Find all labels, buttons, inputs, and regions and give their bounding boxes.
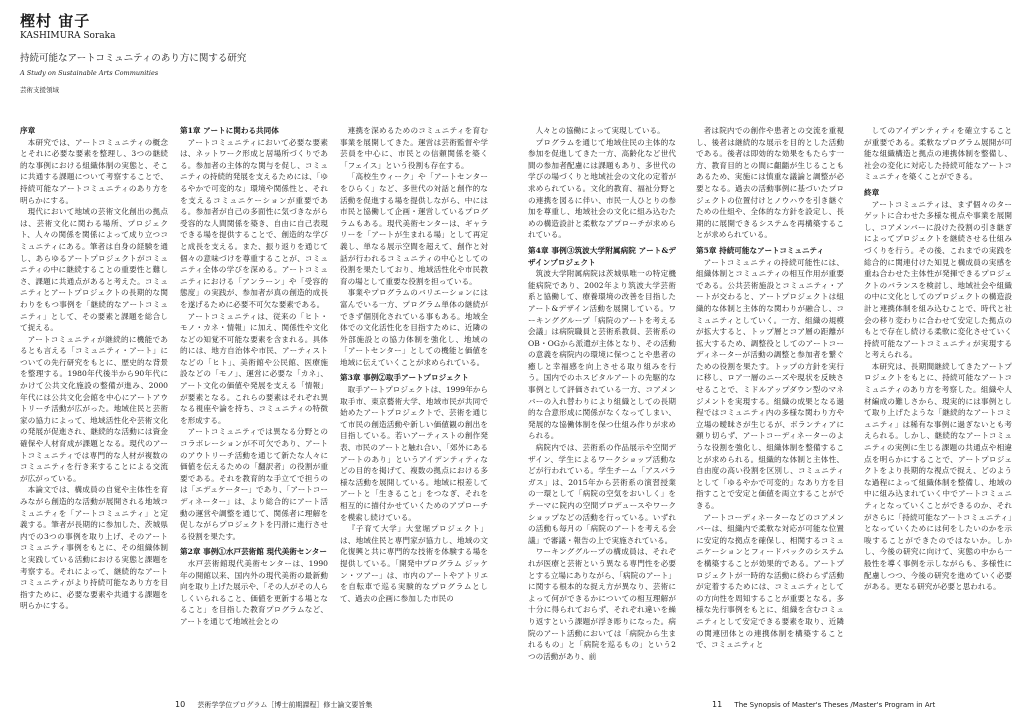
- paragraph: 連携を深めるためのコミュニティを育む事業を展開してきた。運営は芸術監督や学芸員を中心に、市民との信頼関係を築く「フェイス」という役割も存在する。: [340, 126, 488, 170]
- paragraph: 水戸芸術館現代美術センターは、1990年の開館以来、国内外の現代美術の最新動向を取り上げた展示や、「その人がその人らしくいられること、価値を更新する場となること」を目指した教育プログラムなど、アートを通じて地域社会との: [180, 558, 328, 626]
- section-heading: 第2章 事例①水戸芸術館 現代美術センター: [180, 547, 327, 557]
- text-column-4: [528, 125, 676, 685]
- paragraph: アートコミュニティでは異なる分野とのコラボレーションが不可欠であり、アートのアウトリーチ活動を通じて新たな人々に価値を伝えるための「翻訳者」の役割が重要である。それを教育的な手立てで担うのは「エデュケーター」であり、「アートコーディネーター」は、より総合的にアート活動の運営や調整を通じて、関係者に理解を促しながらプロジェクトを円滑に進行させる役割を果たす。: [180, 427, 328, 541]
- text-column-3: [340, 125, 488, 685]
- page-number-right: 11: [712, 700, 723, 709]
- paragraph: 取手アートプロジェクトは、1999年から取手市、東京藝術大学、地域市民が共同で始めたアートプロジェクトで、芸術を通じて市民の創造活動や新しい価値観の創出を目指している。若いアーティストの創作発表、市民のアートと触れ合い、「郊外にあるアートのあり」というアイデンティティなどの目的を掲げて、複数の拠点における多様な活動を展開している。地域に根差してアートと「生きること」をつなぎ、それを相互的に描付かせていくためのアプローチを模索し続けている。: [340, 385, 488, 522]
- text-column-2: [180, 125, 328, 685]
- section-heading: 第4章 事例③筑波大学附属病院 アート&デザインプロジェクト: [528, 245, 676, 267]
- section-heading: 序章: [20, 126, 36, 135]
- paragraph: してのアイデンティティを確立することが重要である。柔軟なプログラム展開が可能な組織構造と拠点の連携体制を整備し、社会の変化に対応した持続可能なアートコミュニティを築くことができる。: [864, 126, 1012, 182]
- paragraph: アートコミュニティは、まず個々のターゲットに合わせた多様な視点や事業を展開し、コアメンバーに設けた役割の引き継ぎによってプロジェクトを継続させる仕組みづくりを行う。その後、これまでの実践を総合的に関連付けた知見と構成員の実感を重ね合わせた主体性が発揮できるプロジェクトのバランスを検討し、地域社会や組織の中に文化としてのプロジェクトの構造設計と連携体制を組み込むことで、時代と社会の移り変わりに合わせて安定した拠点のもとで存在し続ける柔軟に変化させていく持続可能なアートコミュニティが実現すると考えられる。: [864, 199, 1012, 360]
- text-column-6: [864, 125, 1012, 685]
- paragraph: 事業やプログラムのバリエーションには富んでいる一方、プログラム単体の継続ができず個別化されている事もある。地域全体での文化活性化を目指すために、近隣の外部施設との協力体制を強化し、地域の「アートセンター」としての機能と価値を地域に伝えていくことが求められている。: [340, 288, 488, 367]
- paragraph: プログラムを通じて地域住民の主体的な参加を促進してきた一方、高齢化など世代間の参加者配慮には課題もあり、多世代の学びの場づくりと地域社会の文化の定着が求められている。文化的教育、福祉分野との連携を図るに伴い、市民一人ひとりの参加を尊重し、地域社会の文化に組み込むための構造設計と柔軟なアプローチが求められている。: [528, 137, 676, 240]
- paragraph: ワーキンググループの構成員は、それぞれが医療と芸術という異なる専門性を必要とする立場にありながら、「病院のアート」に関する根本的な捉え方が異なり、芸術によって何ができるかについての相互理解が十分に得られておらず、それぞれ違いを繰り返すという課題が浮き彫りになった。病院のアート活動においては「病院から生まれるもの」と「病院を巡るもの」という2つの活動があり、前: [528, 547, 676, 661]
- paragraph: 「高校生ウィーク」や「アートセンターをひらく」など、多世代の対話と創作的な活動を促進する場を提供しながら、中には市民と協働して企画・運営しているプログラムもある。現代美術センターは、ギャラリーを「アートが生まれる場」として再定義し、単なる展示空間を超えて、創作と対話が行われるコミュニティの中心としての役割を果たしており、地域活性化や市民教育の場として重要な役割を担っている。: [340, 172, 488, 286]
- text-column-1: [20, 125, 168, 685]
- footer-left: [175, 700, 372, 710]
- text-column-5: [696, 125, 844, 685]
- footer-right: [712, 700, 935, 709]
- paragraph: アートコーディネーターなどのコアメンバーは、組織内で柔軟な対応が可能な位置に安定的な拠点を確保し、相関するコミュニケーションとフィードバックのシステムを構築することが効果的である。アートプロジェクトが一時的な活動に終わらず活動が定着するためには、コミュニティとしての方向性を周知することが重要となる。多様な先行事例をもとに、組織を含むコミュニティとして安定できる要素を取り、近隣の関連団体との連携体制を構築することで、コミュニティと: [696, 512, 844, 650]
- paper-header: [20, 12, 320, 95]
- paragraph: 病院内では、芸術系の作品展示や空間デザイン、学生によるワークショップ活動などが行われている。学生チーム「アスパラガス」は、2015年から芸術系の演習授業の一環として「病院の空気をおいしく」をテーマに院内の空間プロデュースやワークショップなどの活動を行っている。いずれの活動も毎月の「病院のアートを考える会議」で審議・報告の上で実施されている。: [528, 443, 676, 545]
- paper-title-en: A Study on Sustainable Arts Communities: [20, 69, 159, 77]
- page-number-left: 10: [175, 700, 186, 709]
- section-heading: 終章: [864, 187, 880, 197]
- footer-right-text: The Synopsis of Master's Theses /Master's Program in Art: [734, 701, 936, 709]
- paragraph: アートコミュニティの持続可能性には、組織体制とコミュニティの相互作用が重要である。公共芸術施設とコミュニティ・アートが交わると、アートプロジェクトは組織的な体制と主体的な関わりが融合し、コミュニティとしていく。一方、組織の規模が拡大すると、トップ層とコア層の距離が拡大するため、調整役としてのアートコーディネーターが活動の調整と参加者を繋ぐための役割を果たす。トップの方針を実行に移し、ロア一層のニーズや現状を反映させることで、ミドルアップダウン型のマネジメントを実現する。組織の成果となる過程ではコミュニティ内の多様な関わり方や立場の曖昧さが生じるが、ボランティアに頼り切らず、アートコーディネーターのような役割を強化し、組織体制を整備することが求められる。組織的な体制と主体性、自由度の高い役割を区別し、コミュニティとして「ゆるやかで可変的」なあり方を目指すことで安定と価値を両立することができる。: [696, 257, 844, 510]
- paragraph: 現代において地域の芸術文化創出の拠点は、芸術文化に関わる場所、プロジェクト、人々の関係を関係によって成り立つコミュニティにある。筆者は自身の経験を通し、あらゆるアートプロジェクトがコミュニティの中に継続することの重要性と難しさ、課題に共通点があると考えた。コミュニティとアートプロジェクトの長期的な関わりをもつ事例を「継続的なアートコミュニティ」として、その要素と課題を総合して捉える。: [20, 207, 168, 333]
- department-label: 芸術支援領域: [20, 86, 59, 94]
- section-heading: 第5章 持続可能なアートコミュニティ: [696, 245, 825, 255]
- paragraph: 『子育て大学」大堂堀プロジェクト」は、地域住民と専門家が協力し、地域の文化復興と共に専門的な技術を体験する場を提供している。「開発中プログラム ジッケン・ツアー」は、市内のアートやアトリエを自転車で巡る実験的なプログラムとして、過去の企画に参加した市民の: [340, 524, 488, 603]
- section-heading: 第3章 事例②取手アートプロジェクト: [340, 373, 469, 383]
- paragraph: アートコミュニティにおいて必要な要素は、ネットワーク形成と居場所づくりである。参加者の主体的な関与を促し、コミュニティの持続的発展を支えるためには、「ゆるやかで可変的な」環境や関係性と、それを支えるコミュニケーションが重要である。参加者が自己の多面性に気づきながら受容的な人間関係を築き、自由に自己表現できる場を提供することで、創造的な学びと成長を支える。また、振り返りを通じて個々の意味づけを尊重することが、コミュニティ全体の学びを深める。アートコミュニティにおける「アンラーン」や「受容的態度」の実践が、参加者が真の創造的成長を遂げるために必要不可欠な要素である。: [180, 137, 328, 309]
- section-heading: 第1章 アートに関わる共同体: [180, 126, 279, 135]
- paragraph: アートコミュニティが継続的に機能であるとも言える「コミュニティ・アート」についての先行研究をもとに、歴史的な背景を整理する。1980年代後半から90年代にかけて公共文化施設の整備が進み、2000年代には公共文化会館を中心にアートアウトリーチ活動が広がった。地域住民と芸術家の協力によって、地域活性化や芸術文化の発展が促進され、継続的な活動には資金確保や人材育成が課題となる。現代のアートコミュニティでは専門的な人材が複数のコミュニティを行き来することによる交流が広がっている。: [20, 334, 168, 483]
- paragraph: 本論文では、構成員の自覚や主体性を育みながら創造的な活動が展開される地域コミュニティを「アートコミュニティ」と定義する。筆者が長期的に参加した、茨城県内での3つの事例を取り上げ、そのアートコミュニティ事例をもとに、その組織体制と実践している活動における実態と課題を考察する。それによって、継続的なアートコミュニティがより持続可能なあり方を目指すために、必要な要素や共通する課題を明らかにする。: [20, 485, 168, 611]
- paragraph: アートコミュニティは、従来の「ヒト・モノ・カネ・情報」に加え、関係性や文化などの知覚不可能な要素を含まれる。具体的には、地方自治体や市民、アーティストなどの「ヒト」、美術館や公民館、医療施設などの「モノ」、運営に必要な「カネ」、アート文化の価値や発展を支える「情報」が要素となる。これらの要素はそれぞれ異なる視座や論を持ち、コミュニティの特徴を形成する。: [180, 311, 328, 425]
- paragraph: 人々との協働によって実現している。: [535, 126, 665, 135]
- paragraph: 筑波大学附属病院は茨城県唯一の特定機能病院であり、2002年より筑波大学芸術系と協働して、療養環境の改善を目指したアート&デザイン活動を展開している。ワーキンググループ「病院のアートを考える会議」は病院職員と芸術系教員、芸術系のOB・OGから派遣が主体となり、その活動の意義を病院内の環境に保つことや患者の癒しと幸福感を向上させる取り組みを行う。国内でのホスピタルアートの先駆的な事例として評価されている一方、コアメンバーの入れ替わりにより組織としての長期的な合意形成に関係がなくなってしまい、発展的な協働体制を保つ仕組み作りが求められる。: [528, 269, 676, 441]
- paragraph: 者は院内での創作や患者との交流を重視し、後者は継続的な展示を目的とした活動である。後者は即効的な効果をもたらす一方、教育目的との間に齟齬が生じることもあるため、実施には慎重な議論と調整が必要となる。過去の活動事例に基づいたプロジェクトの位置付けとノウハウを引き継ぐための仕組や、全体的な方針を設定し、長期的に展開できるシステムを再構築することが求められている。: [696, 126, 844, 240]
- paper-title-ja: 持続可能なアートコミュニティのあり方に関する研究: [20, 53, 247, 64]
- paragraph: 本研究は、長期間継続してきたアートプロジェクトをもとに、持続可能なアートコミュニティのあり方を考察した。組織や人材編成の難しさから、現実的には事例として取り上げたような「継続的なアートコミュニティ」は稀有な事例に過ぎないとも考えられる。しかし、継続的なアートコミュニティの実例に生じる課題の共通点や相違点を明らかにすることで、アートプロジェクトをより長期的な視点で捉え、どのような過程によって組織体制を整備し、地域の中に組み込まれていく中でアートコミュニティとなっていくことができるのか、それがさらに「持続可能なアートコミュニティ」となっていくためには何をしたいのかを示唆することができたのではないか。しかし、今後の研究に向けて、実態の中から一般性を導く事例を示しながらも、多様性に配慮しつつ、今後の研究を進めていく必要がある。更なる研究が必要と思われる。: [864, 361, 1012, 592]
- author-name-en: KASHIMURA Soraka: [20, 31, 116, 41]
- author-name-ja: 樫村 宙子: [20, 12, 91, 30]
- paragraph: 本研究では、アートコミュニティの概念とそれに必要な要素を整理し、3つの継続的な事例における組織体制の実態と、そこに共通する課題について考察することで、持続可能なアートコミュニティのあり方を明らかにする。: [20, 137, 168, 205]
- footer-left-text: 芸術学学位プログラム［博士前期課程］修士論文要旨集: [197, 701, 373, 709]
